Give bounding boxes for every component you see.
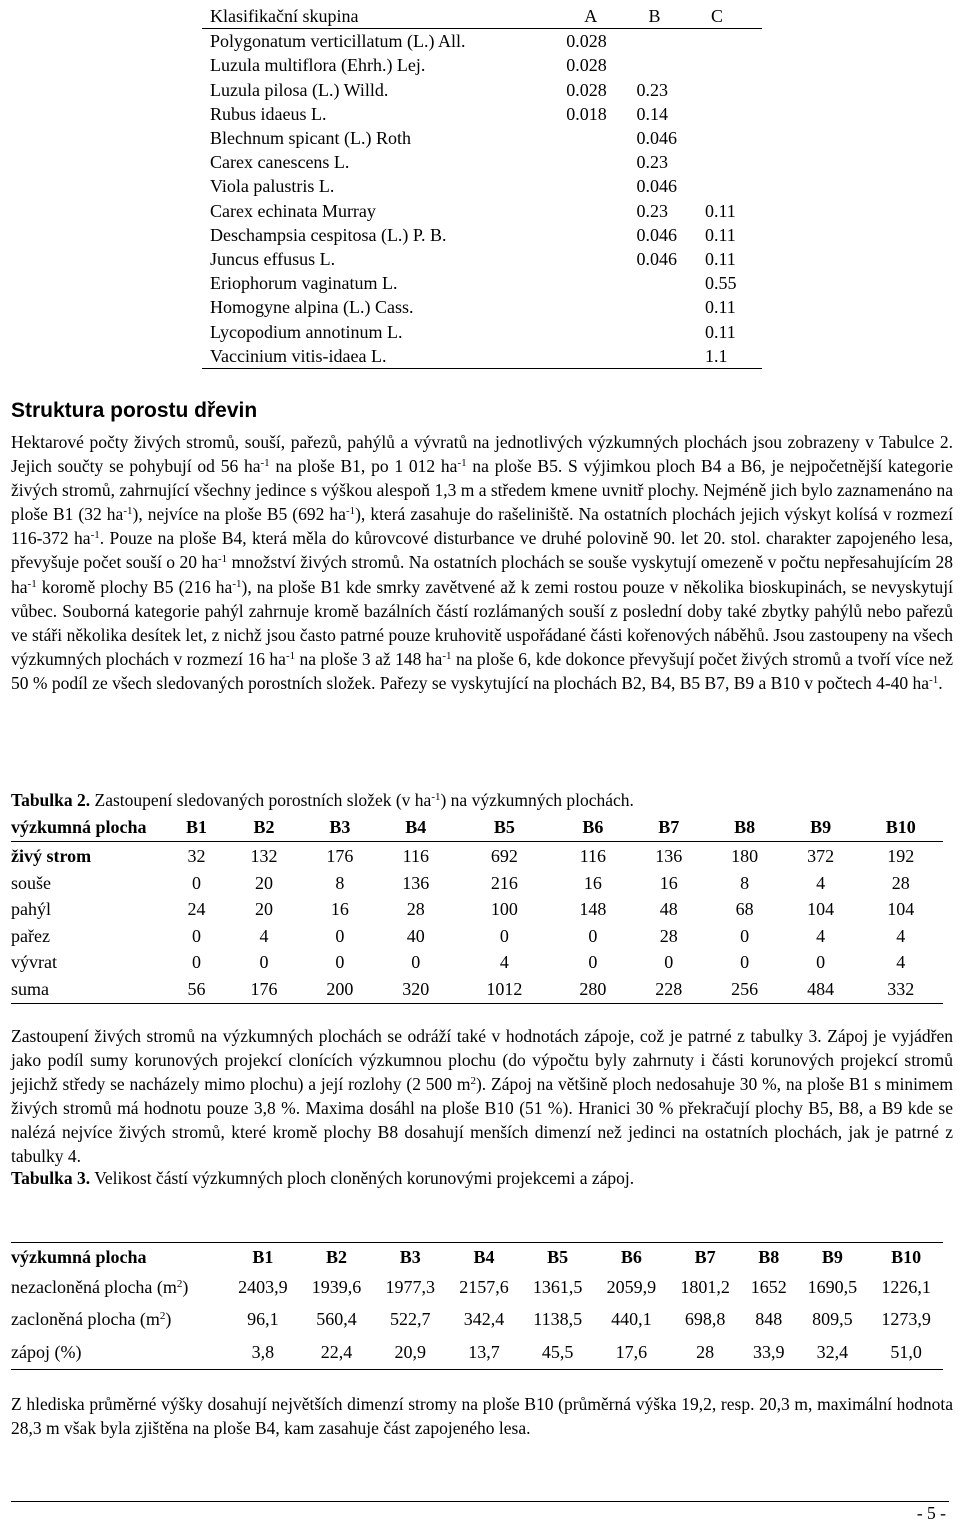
table2-header-cell: B5 — [454, 814, 555, 841]
label-end: ) — [182, 1276, 189, 1297]
species-header-cell: A — [566, 4, 636, 29]
table3-header-cell: B8 — [742, 1243, 796, 1272]
species-value: 0.11 — [704, 297, 736, 318]
table2-cell: 20 — [255, 899, 274, 920]
table3-cell: 848 — [755, 1309, 783, 1330]
table2-cell: 0 — [588, 952, 598, 973]
table2-cell: 4 — [499, 952, 509, 973]
table3-cell: 28 — [668, 1336, 742, 1369]
species-value — [566, 223, 636, 247]
table3-cell: 1939,6 — [311, 1276, 362, 1297]
table2-cell: 0 — [664, 952, 674, 973]
species-value: 0.028 — [566, 55, 607, 76]
species-value — [636, 29, 705, 54]
table2-cell: 28 — [406, 899, 425, 920]
species-value: 0.018 — [566, 103, 607, 124]
table3-header-cell: B10 — [869, 1243, 943, 1272]
species-value: 0.11 — [704, 248, 736, 269]
table2-cell: 16 — [330, 899, 349, 920]
table2-cell: 320 — [378, 976, 454, 1003]
species-name: Deschampsia cespitosa (L.) P. B. — [210, 224, 447, 245]
text-run: Zastoupení živých stromů na výzkumných plochách se odráží také v hodnotách zápoje, což je patrné z tabulky 3. Zápoj je vyjádřen jako podíl sumy korunových projekcí clonících výzkumnou plochu (do výpočtu byly zahrnuty i části korunových projekcí stromů jejichž středy se nacházely mimo plochu) a její rozlohy (2 500 m — [11, 1026, 953, 1095]
species-value: 0.028 — [566, 31, 607, 52]
table2-cell: 692 — [490, 846, 518, 867]
paragraph-stand-structure — [11, 430, 953, 695]
superscript: -1 — [285, 649, 296, 662]
table2-header-cell: B4 — [378, 814, 454, 841]
table2-header-cell: B1 — [167, 814, 226, 841]
species-table — [202, 4, 762, 369]
table2-cell: 104 — [887, 899, 915, 920]
table2-cell: 104 — [807, 899, 835, 920]
paragraph-canopy — [11, 1024, 953, 1169]
table2-cell: 20 — [255, 872, 274, 893]
table2-caption-label: Tabulka 2. — [11, 790, 91, 810]
text-run: na ploše B1, po 1 012 ha — [269, 456, 458, 477]
table3-row-label — [11, 1304, 226, 1337]
species-row — [202, 199, 762, 223]
text-run: ), která zasahuje do rašeliniště. Na ostatních plochách jejich výskyt kolísá v rozmezí 116-372 ha — [11, 504, 953, 549]
species-value — [636, 271, 705, 295]
table3-cell: 2059,9 — [606, 1276, 657, 1297]
species-header-cell: B — [636, 4, 705, 29]
superscript: -1 — [123, 505, 133, 518]
species-value — [566, 344, 636, 369]
text-run: ), na ploše B1 kde smrky zavětvené až k zemi rostou pouze v několika bioskupinách, se nevyskytují vůbec. Souborná kategorie pahýl zahrnuje kromě bazálních částí rozlámaných souší z poslední doby také zbytky pahýlů nebo pařezů ve stáři několika desítek let, z nichž jsou často patrné pouze kruhovitě uspořádané části kořenových náběhů. Jsou zastoupeny na všech výzkumných plochách v rozmezí 16 ha — [11, 576, 953, 669]
species-value: 0.11 — [704, 224, 736, 245]
table2-cell: 132 — [250, 846, 278, 867]
table3-cell: 1361,5 — [532, 1276, 583, 1297]
table2-header-cell: B9 — [783, 814, 859, 841]
footer-rule — [11, 1501, 949, 1502]
text-run: ), nejvíce na ploše B5 (692 ha — [132, 504, 346, 525]
table3-row-label — [11, 1271, 226, 1304]
table2-cell: 116 — [402, 846, 429, 867]
species-row — [202, 271, 762, 295]
species-name: Blechnum spicant (L.) Roth — [210, 128, 411, 149]
text-run: . Pouze na ploše B4, která měla do kůrovcové disturbance ve druhé polovině 90. let 20. stol. charakter zapojeného lesa, převyšuje počet souší o 20 ha — [11, 528, 954, 573]
species-name: Viola palustris L. — [210, 176, 335, 197]
species-value: 1.1 — [705, 344, 762, 369]
table2-cell: 0 — [335, 925, 345, 946]
table2-cell: 16 — [659, 872, 678, 893]
table3-cell: 2157,6 — [459, 1276, 509, 1297]
superscript: -1 — [232, 577, 242, 590]
table2-cell: 372 — [807, 846, 835, 867]
table2-cell: 0 — [259, 952, 269, 973]
table3-cell: 20,9 — [373, 1336, 447, 1369]
species-value — [566, 319, 636, 343]
table2-header-cell: B10 — [859, 814, 943, 841]
text-run: koromě plochy B5 (216 ha — [36, 576, 233, 597]
table2-cell: 0 — [411, 952, 421, 973]
table2-cell: 0 — [816, 952, 826, 973]
table2-header-cell: B8 — [707, 814, 783, 841]
species-row — [202, 174, 762, 198]
species-table-header — [202, 4, 762, 29]
table2-cell: 0 — [192, 872, 202, 893]
species-name: Polygonatum verticillatum (L.) All. — [210, 31, 466, 52]
table3-header-cell: B7 — [668, 1243, 742, 1272]
species-value — [566, 271, 636, 295]
text-run: . — [938, 672, 943, 693]
table2-cell: 4 — [816, 872, 826, 893]
page-number: - 5 - — [916, 1503, 946, 1523]
table2-cell: 0 — [192, 952, 202, 973]
text-run: na ploše 3 až 148 ha — [295, 648, 443, 669]
species-value: 0.11 — [704, 200, 736, 221]
table2-header-cell: výzkumná plocha — [11, 814, 167, 841]
species-value — [705, 29, 762, 54]
table3-header-cell: B2 — [300, 1243, 374, 1272]
table2-cell: 116 — [579, 846, 607, 867]
table3-header-cell: B9 — [796, 1243, 870, 1272]
species-value — [636, 53, 705, 77]
species-value — [566, 174, 636, 198]
species-row — [202, 126, 762, 150]
superscript: -1 — [90, 529, 100, 542]
section-title: Struktura porostu dřevin — [11, 399, 258, 422]
table2-row — [11, 976, 943, 1003]
text-run: ). Zápoj na většině ploch nedosahuje 30 %, na ploše B1 s minimem živých stromů má hodnotu pouze 3,8 %. Maxima dosáhl na ploše B10 (51 %). Hranici 30 % překračují plochy B5, B8, a B9 kde se nalézá nejvíce živých stromů, které kromě plochy B8 dosahují menších dimenzí než jedinci na ostatních plochách, jak je patrné z tabulky 4. — [11, 1074, 953, 1167]
superscript: -1 — [442, 649, 452, 662]
species-row — [202, 102, 762, 126]
label-text: nezacloněná plocha (m — [11, 1276, 177, 1297]
table2-cell: 4 — [896, 952, 906, 973]
species-row — [202, 29, 762, 54]
table2-cell: 180 — [731, 846, 759, 867]
species-value — [705, 174, 762, 198]
species-value — [636, 319, 705, 343]
table3-header-cell: B4 — [447, 1243, 521, 1272]
table2-cell: 28 — [659, 925, 678, 946]
text-run: množství živých stromů. Na ostatních plochách se souše vyskytují omezeně v počtu nepřesahujícím 28 ha — [11, 552, 953, 597]
table3-cell: 1138,5 — [533, 1309, 583, 1330]
table2-cell: 0 — [499, 925, 509, 946]
table3-cell: 1226,1 — [881, 1276, 931, 1297]
species-value: 0.23 — [636, 79, 668, 100]
table2-cell: 280 — [555, 976, 631, 1003]
table3-cell: 22,4 — [300, 1336, 374, 1369]
table3-cell: 440,1 — [611, 1309, 652, 1330]
table2-cell: 192 — [887, 846, 915, 867]
table2-row — [11, 923, 943, 950]
superscript: -1 — [260, 457, 270, 470]
table2-cell: 0 — [740, 952, 750, 973]
table2-cell: 100 — [490, 899, 518, 920]
table2-row-label: souše — [11, 872, 51, 893]
table2-header-cell: B2 — [226, 814, 302, 841]
table2-row-label: pahýl — [11, 899, 51, 920]
superscript: -1 — [345, 505, 356, 518]
species-value: 0.046 — [636, 224, 677, 245]
table2-cell: 4 — [816, 925, 826, 946]
table3-cell: 3,8 — [226, 1336, 300, 1369]
table3-cell: 809,5 — [812, 1309, 853, 1330]
table2-cell: 0 — [740, 925, 750, 946]
table3-cell: 33,9 — [742, 1336, 796, 1369]
table3-cell: 698,8 — [684, 1309, 726, 1330]
species-value: 0.046 — [636, 128, 677, 149]
species-value — [705, 150, 762, 174]
table3-cell: 1652 — [750, 1276, 787, 1297]
species-name: Luzula pilosa (L.) Willd. — [210, 79, 389, 100]
species-name: Rubus idaeus L. — [210, 103, 327, 124]
table3-header-cell: B1 — [226, 1243, 300, 1272]
table2-cell: 200 — [302, 976, 378, 1003]
table3-cell: 1801,2 — [680, 1276, 730, 1297]
species-row — [202, 319, 762, 343]
table3-cell: 2403,9 — [238, 1276, 288, 1297]
table2-row-label: pařez — [11, 925, 50, 946]
species-value: 0.14 — [636, 103, 668, 124]
table3-caption: Tabulka 3. Velikost částí výzkumných ploch cloněných korunovými projekcemi a zápoj. — [11, 1168, 635, 1188]
table2-cell: 68 — [735, 899, 754, 920]
table2-cell: 4 — [896, 925, 906, 946]
table2-cell: 136 — [402, 872, 430, 893]
table3-row — [11, 1304, 943, 1337]
table2-row-label: živý strom — [11, 846, 92, 867]
species-row — [202, 247, 762, 271]
table2-cell: 16 — [583, 872, 602, 893]
species-value — [566, 199, 636, 223]
table3-cell: 1977,3 — [385, 1276, 435, 1297]
table2-caption: Tabulka 2. Zastoupení sledovaných porostních složek (v $ha^{-1}$) na výzkumných plochách. — [11, 790, 634, 810]
table3-cell: 560,4 — [316, 1309, 357, 1330]
paragraph-height: Z hlediska průměrné výšky dosahují největších dimenzí stromy na ploše B10 (průměrná výška 19,2, resp. 20,3 m, maximální hodnota 28,3 m však byla zjištěna na ploše B4, kam zasahuje část zapojeného lesa. — [11, 1394, 953, 1439]
table2-row — [11, 897, 943, 924]
species-value — [636, 344, 705, 369]
table2-header-cell: B7 — [631, 814, 707, 841]
table2-cell: 56 — [167, 976, 226, 1003]
table2-cell: 228 — [631, 976, 707, 1003]
superscript: -1 — [929, 673, 939, 686]
table3-row — [11, 1336, 943, 1369]
species-value — [705, 102, 762, 126]
table2-cell: 24 — [187, 899, 206, 920]
species-value: 0.23 — [636, 200, 668, 221]
table2-cell: 0 — [588, 925, 598, 946]
table3-cell: 342,4 — [463, 1309, 505, 1330]
species-value — [705, 126, 762, 150]
superscript: -1 — [457, 457, 467, 470]
superscript: 2 — [470, 1075, 476, 1088]
table3-cell: 32,4 — [796, 1336, 870, 1369]
species-row — [202, 78, 762, 102]
table3-row-label — [11, 1336, 226, 1369]
text-run: na ploše 6, kde dokonce převyšují počet živých stromů a tvoří více než 50 % podíl ze všech sledovaných porostních složek. Pařezy se vyskytující na plochách B2, B4, B5 B7, B9 a B10 v počtech 4-40 ha — [11, 648, 954, 693]
superscript: -1 — [217, 553, 228, 566]
label-end: ) — [165, 1309, 172, 1330]
text-run: na ploše B5. S výjimkou ploch B4 a B6, je nejpočetnější kategorie živých stromů, zahrnující všechny jedince s výškou alespoň 1,3 m a středem kmene uvnitř plochy. Nejméně jich bylo zaznamenáno na ploše B1 (32 ha — [11, 456, 953, 525]
table3-cell: 522,7 — [390, 1309, 431, 1330]
table2-row-label: vývrat — [11, 952, 57, 973]
species-value — [705, 53, 762, 77]
species-header-cell: C — [705, 4, 762, 29]
superscript: -1 — [27, 577, 37, 590]
table3-caption-label: Tabulka 3. — [11, 1168, 91, 1188]
species-name: Vaccinium vitis-idaea L. — [202, 344, 566, 369]
species-row — [202, 150, 762, 174]
table2-cell: 1012 — [454, 976, 555, 1003]
table3-cell: 1273,9 — [881, 1309, 931, 1330]
species-value: 0.028 — [566, 79, 607, 100]
table3-cell: 45,5 — [521, 1336, 595, 1369]
table3-header-cell: výzkumná plocha — [11, 1243, 226, 1272]
table2-cell: 0 — [335, 952, 345, 973]
species-row — [202, 223, 762, 247]
table2-cell: 48 — [659, 899, 678, 920]
species-value — [566, 150, 636, 174]
species-name: Luzula multiflora (Ehrh.) Lej. — [210, 55, 426, 76]
table2-row-label: suma — [11, 976, 167, 1003]
text-run: Hektarové počty živých stromů, souší, pařezů, pahýlů a vývratů na jednotlivých výzkumných plochách jsou zobrazeny v Tabulce 2. Jejich součty se pohybují od 56 ha — [11, 432, 953, 477]
species-row — [202, 344, 762, 369]
table2-cell: 332 — [859, 976, 943, 1003]
species-value: 0.046 — [636, 248, 677, 269]
species-row — [202, 53, 762, 77]
label-text: zápoj (%) — [11, 1341, 82, 1362]
table2-cell: 484 — [783, 976, 859, 1003]
table2-cell: 4 — [259, 925, 269, 946]
species-name: Carex echinata Murray — [210, 200, 376, 221]
species-value — [636, 295, 705, 319]
table2-cell: 216 — [490, 872, 518, 893]
table3-cell: 17,6 — [595, 1336, 669, 1369]
species-value — [705, 78, 762, 102]
table2-cell: 136 — [655, 846, 683, 867]
table3-header-cell: B3 — [373, 1243, 447, 1272]
table2 — [11, 814, 943, 1004]
table2-cell: 40 — [406, 925, 425, 946]
species-value: 0.046 — [636, 176, 677, 197]
table2-row — [11, 950, 943, 977]
superscript: 2 — [159, 1310, 166, 1323]
table3-cell: 96,1 — [247, 1309, 279, 1330]
species-name: Carex canescens L. — [210, 152, 350, 173]
species-value — [566, 126, 636, 150]
species-row — [202, 295, 762, 319]
species-name: Lycopodium annotinum L. — [210, 321, 403, 342]
superscript: 2 — [176, 1277, 183, 1290]
table3-header-cell: B5 — [521, 1243, 595, 1272]
species-name: Homogyne alpina (L.) Cass. — [210, 297, 414, 318]
table2-cell: 176 — [226, 976, 302, 1003]
table2-row — [11, 870, 943, 897]
table2-cell: 148 — [579, 899, 607, 920]
table2-row — [11, 841, 943, 870]
species-value — [566, 247, 636, 271]
species-header-cell: Klasifikační skupina — [202, 4, 566, 29]
species-name: Juncus effusus L. — [210, 248, 336, 269]
table2-cell: 28 — [891, 872, 910, 893]
species-value: 0.55 — [704, 273, 737, 294]
table3 — [11, 1242, 943, 1370]
table2-cell: 32 — [187, 846, 206, 867]
table3-cell: 1690,5 — [807, 1276, 858, 1297]
species-value: 0.11 — [704, 321, 736, 342]
table2-cell: 8 — [740, 872, 750, 893]
table2-cell: 8 — [335, 872, 345, 893]
table2-cell: 176 — [326, 846, 354, 867]
table3-cell: 13,7 — [447, 1336, 521, 1369]
table2-cell: 0 — [192, 925, 202, 946]
table3-header-cell: B6 — [595, 1243, 669, 1272]
species-value: 0.23 — [636, 152, 668, 173]
table2-header-cell: B6 — [555, 814, 631, 841]
species-name: Eriophorum vaginatum L. — [210, 273, 398, 294]
table2-header-cell: B3 — [302, 814, 378, 841]
table3-row — [11, 1271, 943, 1304]
table3-cell: 51,0 — [869, 1336, 943, 1369]
species-value — [566, 295, 636, 319]
table2-cell: 256 — [707, 976, 783, 1003]
label-text: zacloněná plocha (m — [11, 1309, 160, 1330]
